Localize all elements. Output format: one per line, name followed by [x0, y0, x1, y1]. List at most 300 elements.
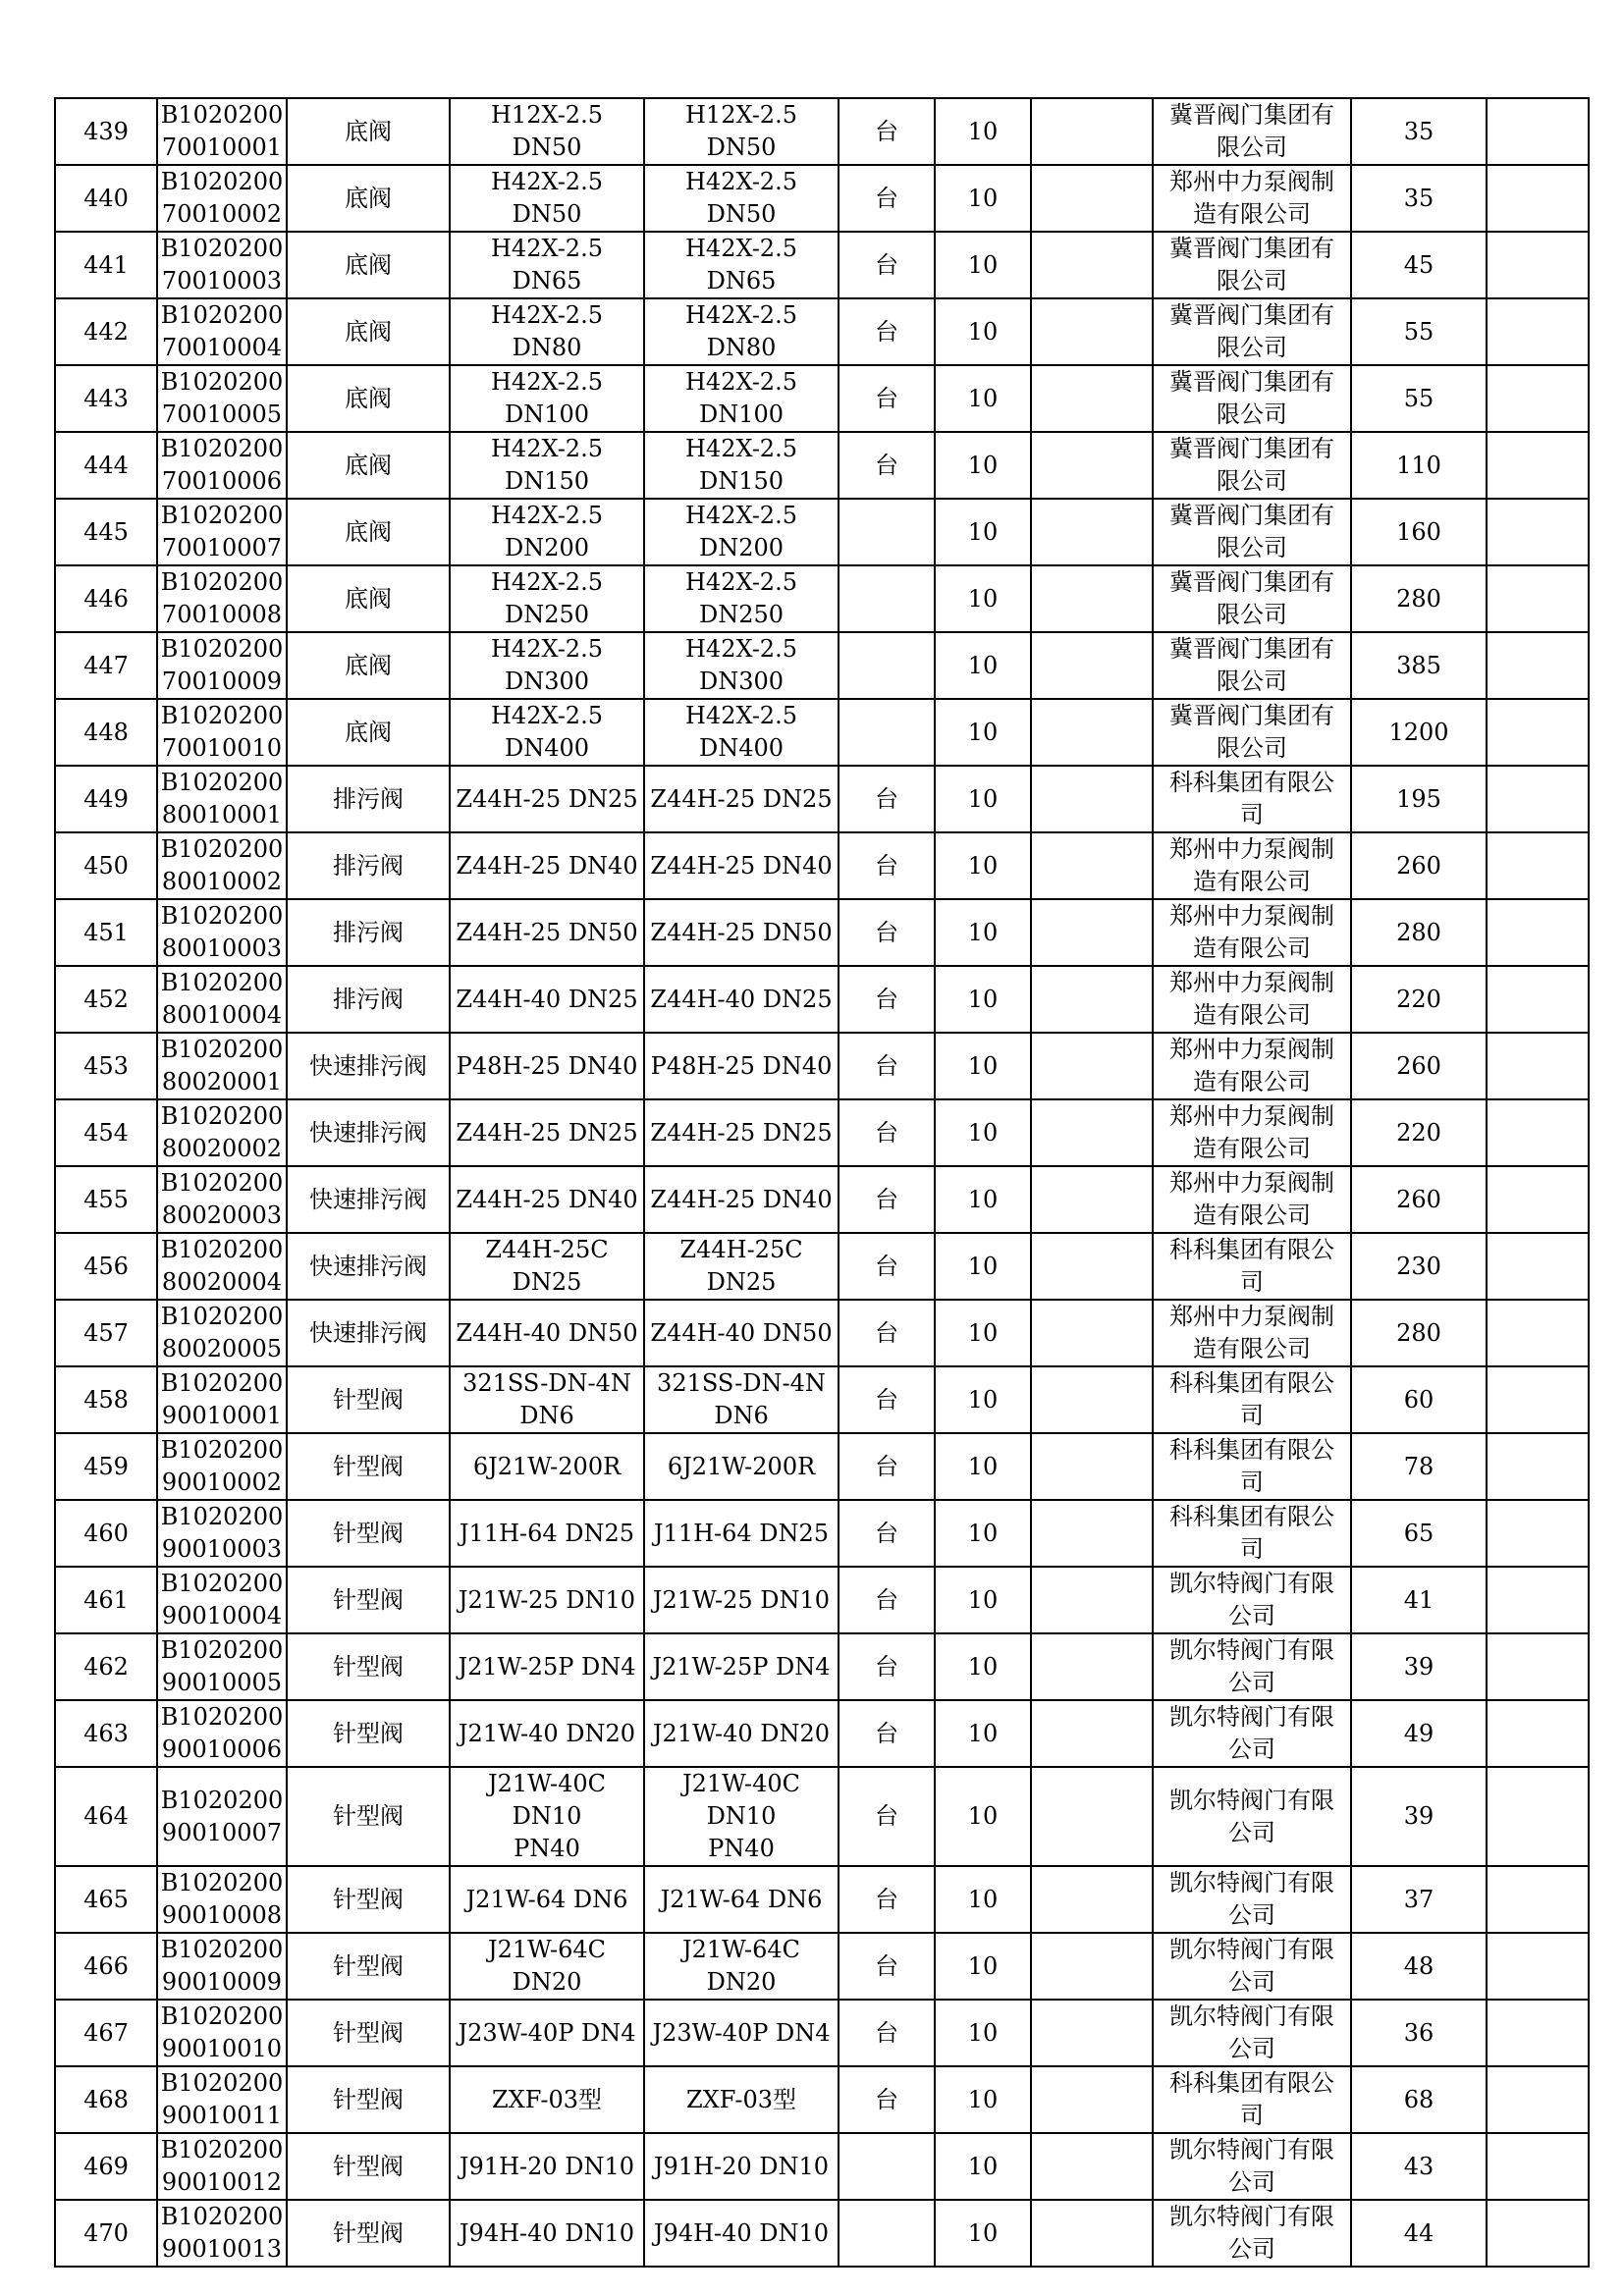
model-line: J21W-40C DN10 [681, 1770, 801, 1830]
remark-cell [1487, 832, 1589, 899]
model-line: Z44H-25 DN40 [650, 851, 833, 880]
unit-cell: 台 [839, 1767, 935, 1866]
quantity-cell: 10 [935, 298, 1031, 365]
model-line: Z44H-40 DN25 [650, 985, 833, 1013]
model-line: Z44H-25 DN40 [650, 1185, 833, 1213]
specification-cell [450, 365, 644, 432]
table-row [55, 2000, 1589, 2066]
quantity-cell: 10 [935, 499, 1031, 565]
model-line: J23W-40P DN4 [652, 2018, 831, 2047]
remark-cell [1487, 1767, 1589, 1866]
material-code-cell [157, 966, 287, 1033]
item-name-cell: 针型阀 [287, 1633, 450, 1700]
supplier-cell [1153, 2133, 1351, 2200]
supplier-line: 郑州中力泵阀制 [1169, 1303, 1334, 1330]
model-line: H42X-2.5 [685, 635, 797, 663]
specification-cell [450, 232, 644, 298]
note-cell [1031, 832, 1153, 899]
remark-cell [1487, 165, 1589, 232]
material-code-cell [157, 565, 287, 632]
supplier-line: 司 [1240, 2102, 1264, 2129]
item-name-cell: 排污阀 [287, 832, 450, 899]
quantity-cell: 10 [935, 2200, 1031, 2267]
price-cell: 35 [1351, 165, 1487, 232]
supplier-line: 公司 [1228, 2035, 1275, 2062]
table-row [55, 1166, 1589, 1233]
model-line: H42X-2.5 [685, 702, 797, 729]
material-code-cell [157, 899, 287, 966]
row-number-cell: 448 [55, 699, 157, 766]
model-cell [644, 1866, 839, 1933]
specification-line: 6J21W-200R [472, 1452, 622, 1480]
unit-cell: 台 [839, 1700, 935, 1767]
note-cell [1031, 1633, 1153, 1700]
item-name-cell: 针型阀 [287, 2000, 450, 2066]
model-cell [644, 2200, 839, 2267]
unit-cell: 台 [839, 766, 935, 832]
specification-line: H42X-2.5 [491, 702, 603, 729]
supplier-line: 造有限公司 [1193, 1335, 1311, 1362]
remark-cell [1487, 1366, 1589, 1433]
specification-line: P48H-25 DN40 [456, 1051, 638, 1080]
material-code-cell [157, 165, 287, 232]
specification-line: J21W-40C DN10 [487, 1770, 607, 1830]
row-number-cell: 442 [55, 298, 157, 365]
material-code-cell [157, 1567, 287, 1633]
specification-line: H42X-2.5 [491, 568, 603, 596]
material-code-line: 90010008 [161, 1901, 283, 1929]
specification-cell [450, 1933, 644, 2000]
supplier-cell [1153, 766, 1351, 832]
material-code-line: B1020200 [160, 902, 284, 930]
specification-line: J21W-40 DN20 [458, 1719, 636, 1747]
price-cell: 230 [1351, 1233, 1487, 1300]
remark-cell [1487, 565, 1589, 632]
row-number-cell: 459 [55, 1433, 157, 1500]
remark-cell [1487, 1933, 1589, 2000]
material-code-line: 90010006 [161, 1735, 283, 1763]
specification-cell [450, 1433, 644, 1500]
table-row [55, 1567, 1589, 1633]
supplier-line: 造有限公司 [1193, 934, 1311, 962]
quantity-cell: 10 [935, 2000, 1031, 2066]
supplier-line: 限公司 [1217, 601, 1287, 628]
price-cell: 48 [1351, 1933, 1487, 2000]
material-code-line: 90010011 [161, 2102, 283, 2129]
note-cell [1031, 1500, 1153, 1567]
row-number-cell: 440 [55, 165, 157, 232]
supplier-line: 造有限公司 [1193, 200, 1311, 228]
price-cell: 68 [1351, 2066, 1487, 2133]
material-code-cell [157, 832, 287, 899]
table-row [55, 1233, 1589, 1300]
row-number-cell: 463 [55, 1700, 157, 1767]
supplier-line: 司 [1240, 1535, 1264, 1563]
model-line: DN200 [698, 534, 785, 561]
unit-cell: 台 [839, 432, 935, 499]
material-code-line: B1020200 [160, 168, 284, 195]
specification-cell [450, 432, 644, 499]
quantity-cell: 10 [935, 899, 1031, 966]
table-row [55, 632, 1589, 699]
specification-line: DN150 [504, 467, 590, 495]
note-cell [1031, 1300, 1153, 1366]
note-cell [1031, 1033, 1153, 1099]
supplier-cell [1153, 1866, 1351, 1933]
supplier-cell [1153, 1433, 1351, 1500]
supplier-line: 郑州中力泵阀制 [1169, 1036, 1334, 1063]
note-cell [1031, 1433, 1153, 1500]
table-row [55, 1933, 1589, 2000]
specification-line: Z44H-25 DN40 [456, 851, 638, 880]
note-cell [1031, 699, 1153, 766]
row-number-cell: 450 [55, 832, 157, 899]
material-code-cell [157, 766, 287, 832]
specification-line: DN400 [504, 734, 590, 762]
unit-cell [839, 632, 935, 699]
unit-cell [839, 565, 935, 632]
model-line: 321SS-DN-4N [657, 1369, 826, 1397]
supplier-line: 司 [1240, 1402, 1264, 1429]
supplier-line: 凯尔特阀门有限 [1169, 1636, 1334, 1664]
price-cell: 260 [1351, 832, 1487, 899]
model-cell [644, 1500, 839, 1567]
supplier-line: 冀晋阀门集团有 [1169, 568, 1334, 596]
note-cell [1031, 1366, 1153, 1433]
item-name-cell: 针型阀 [287, 1700, 450, 1767]
model-cell [644, 1633, 839, 1700]
model-cell [644, 565, 839, 632]
unit-cell: 台 [839, 365, 935, 432]
remark-cell [1487, 1166, 1589, 1233]
remark-cell [1487, 699, 1589, 766]
specification-line: DN6 [519, 1402, 574, 1429]
note-cell [1031, 98, 1153, 165]
table-row [55, 2200, 1589, 2267]
supplier-cell [1153, 98, 1351, 165]
model-cell [644, 232, 839, 298]
model-cell [644, 1099, 839, 1166]
supplier-line: 造有限公司 [1193, 1135, 1311, 1162]
model-cell [644, 766, 839, 832]
table-row [55, 766, 1589, 832]
remark-cell [1487, 766, 1589, 832]
specification-cell [450, 1366, 644, 1433]
material-code-cell [157, 2200, 287, 2267]
material-code-line: B1020200 [160, 835, 284, 863]
item-name-cell: 针型阀 [287, 2066, 450, 2133]
specification-cell [450, 1500, 644, 1567]
supplier-line: 冀晋阀门集团有 [1169, 101, 1334, 129]
supplier-line: 限公司 [1217, 667, 1287, 695]
table-row [55, 1500, 1589, 1567]
material-code-cell [157, 298, 287, 365]
supplier-line: 冀晋阀门集团有 [1169, 235, 1334, 262]
material-code-cell [157, 1033, 287, 1099]
quantity-cell: 10 [935, 1099, 1031, 1166]
supplier-line: 郑州中力泵阀制 [1169, 1102, 1334, 1130]
price-cell: 280 [1351, 565, 1487, 632]
model-cell [644, 632, 839, 699]
material-code-line: B1020200 [160, 1036, 284, 1063]
row-number-cell: 447 [55, 632, 157, 699]
unit-cell [839, 2133, 935, 2200]
material-code-line: B1020200 [160, 1169, 284, 1197]
supplier-line: 郑州中力泵阀制 [1169, 835, 1334, 863]
specification-line: DN100 [504, 400, 590, 428]
remark-cell [1487, 2000, 1589, 2066]
table-row [55, 499, 1589, 565]
model-cell [644, 165, 839, 232]
item-name-cell: 快速排污阀 [287, 1166, 450, 1233]
table-row [55, 1366, 1589, 1433]
unit-cell [839, 699, 935, 766]
row-number-cell: 462 [55, 1633, 157, 1700]
model-line: J21W-25 DN10 [652, 1585, 831, 1614]
quantity-cell: 10 [935, 98, 1031, 165]
supplier-line: 凯尔特阀门有限 [1169, 1936, 1334, 1963]
supplier-line: 凯尔特阀门有限 [1169, 1786, 1334, 1814]
supplier-cell [1153, 2200, 1351, 2267]
price-cell: 260 [1351, 1166, 1487, 1233]
material-code-line: 90010005 [161, 1669, 283, 1696]
item-name-cell: 排污阀 [287, 766, 450, 832]
price-cell: 55 [1351, 365, 1487, 432]
row-number-cell: 469 [55, 2133, 157, 2200]
item-name-cell: 快速排污阀 [287, 1099, 450, 1166]
supplier-line: 公司 [1228, 1669, 1275, 1696]
specification-cell [450, 98, 644, 165]
model-cell [644, 2133, 839, 2200]
model-line: J21W-64 DN6 [660, 1885, 823, 1913]
material-code-line: B1020200 [160, 1786, 284, 1814]
quantity-cell: 10 [935, 1300, 1031, 1366]
supplier-line: 限公司 [1217, 400, 1287, 428]
specification-line: DN250 [504, 601, 590, 628]
model-cell [644, 2066, 839, 2133]
price-cell: 1200 [1351, 699, 1487, 766]
supplier-line: 科科集团有限公 [1169, 1369, 1334, 1397]
model-line: H42X-2.5 [685, 435, 797, 462]
supplier-line: 郑州中力泵阀制 [1169, 168, 1334, 195]
unit-cell: 台 [839, 1099, 935, 1166]
material-code-line: 80020003 [161, 1201, 283, 1229]
material-code-cell [157, 699, 287, 766]
supplier-line: 科科集团有限公 [1169, 1436, 1334, 1464]
model-cell [644, 1933, 839, 2000]
price-cell: 195 [1351, 766, 1487, 832]
remark-cell [1487, 1633, 1589, 1700]
material-code-cell [157, 1300, 287, 1366]
note-cell [1031, 499, 1153, 565]
unit-cell: 台 [839, 298, 935, 365]
note-cell [1031, 432, 1153, 499]
material-code-cell [157, 2133, 287, 2200]
quantity-cell: 10 [935, 565, 1031, 632]
remark-cell [1487, 365, 1589, 432]
item-name-cell: 针型阀 [287, 1366, 450, 1433]
specification-cell [450, 1567, 644, 1633]
model-cell [644, 1300, 839, 1366]
remark-cell [1487, 1033, 1589, 1099]
row-number-cell: 443 [55, 365, 157, 432]
model-cell [644, 1433, 839, 1500]
item-name-cell: 底阀 [287, 499, 450, 565]
supplier-cell [1153, 966, 1351, 1033]
row-number-cell: 439 [55, 98, 157, 165]
model-line: DN400 [698, 734, 785, 762]
table-row [55, 165, 1589, 232]
supplier-line: 公司 [1228, 2168, 1275, 2196]
supplier-cell [1153, 365, 1351, 432]
material-code-line: B1020200 [160, 2203, 284, 2230]
price-cell: 160 [1351, 499, 1487, 565]
unit-cell: 台 [839, 966, 935, 1033]
specification-line: J11H-64 DN25 [459, 1519, 635, 1547]
item-name-cell: 排污阀 [287, 966, 450, 1033]
specification-line: ZXF-03型 [492, 2085, 602, 2113]
quantity-cell: 10 [935, 766, 1031, 832]
specification-cell [450, 565, 644, 632]
row-number-cell: 460 [55, 1500, 157, 1567]
table-row [55, 699, 1589, 766]
material-code-line: B1020200 [160, 1936, 284, 1963]
supplier-cell [1153, 2066, 1351, 2133]
remark-cell [1487, 1233, 1589, 1300]
model-line: ZXF-03型 [686, 2085, 796, 2113]
material-code-line: 80010002 [161, 868, 283, 895]
model-line: J94H-40 DN10 [653, 2218, 830, 2247]
supplier-cell [1153, 232, 1351, 298]
material-code-line: 70010009 [161, 667, 283, 695]
row-number-cell: 458 [55, 1366, 157, 1433]
material-code-line: B1020200 [160, 1436, 284, 1464]
supplier-line: 凯尔特阀门有限 [1169, 2002, 1334, 2030]
note-cell [1031, 2066, 1153, 2133]
model-line: P48H-25 DN40 [650, 1051, 833, 1080]
item-name-cell: 底阀 [287, 232, 450, 298]
material-code-line: B1020200 [160, 635, 284, 663]
item-name-cell: 底阀 [287, 632, 450, 699]
price-cell: 45 [1351, 232, 1487, 298]
material-code-line: 80020001 [161, 1068, 283, 1095]
supplier-line: 公司 [1228, 1901, 1275, 1929]
row-number-cell: 464 [55, 1767, 157, 1866]
supplier-line: 公司 [1228, 1735, 1275, 1763]
model-cell [644, 365, 839, 432]
material-code-cell [157, 1233, 287, 1300]
model-line: PN40 [708, 1835, 775, 1862]
row-number-cell: 445 [55, 499, 157, 565]
supplier-cell [1153, 1099, 1351, 1166]
material-code-line: B1020200 [160, 435, 284, 462]
model-line: DN250 [698, 601, 785, 628]
row-number-cell: 470 [55, 2200, 157, 2267]
price-cell: 60 [1351, 1366, 1487, 1433]
supplier-line: 公司 [1228, 1968, 1275, 1996]
model-cell [644, 1033, 839, 1099]
quantity-cell: 10 [935, 1567, 1031, 1633]
table-row [55, 565, 1589, 632]
row-number-cell: 453 [55, 1033, 157, 1099]
supplier-line: 冀晋阀门集团有 [1169, 702, 1334, 729]
model-cell [644, 1366, 839, 1433]
price-cell: 37 [1351, 1866, 1487, 1933]
material-code-cell [157, 632, 287, 699]
supplier-line: 冀晋阀门集团有 [1169, 635, 1334, 663]
specification-cell [450, 2000, 644, 2066]
model-cell [644, 1767, 839, 1866]
material-code-line: B1020200 [160, 235, 284, 262]
supplier-cell [1153, 832, 1351, 899]
supplier-line: 科科集团有限公 [1169, 1503, 1334, 1530]
unit-cell: 台 [839, 1166, 935, 1233]
unit-cell: 台 [839, 1933, 935, 2000]
material-code-line: 80010004 [161, 1001, 283, 1029]
remark-cell [1487, 1500, 1589, 1567]
model-line: DN300 [698, 667, 785, 695]
specification-line: DN200 [504, 534, 590, 561]
material-code-line: 70010008 [161, 601, 283, 628]
item-name-cell: 底阀 [287, 98, 450, 165]
price-cell: 43 [1351, 2133, 1487, 2200]
unit-cell: 台 [839, 1866, 935, 1933]
price-cell: 44 [1351, 2200, 1487, 2267]
supplier-line: 公司 [1228, 1818, 1275, 1846]
supplier-line: 公司 [1228, 2235, 1275, 2263]
specification-cell [450, 632, 644, 699]
specification-cell [450, 766, 644, 832]
supplier-line: 凯尔特阀门有限 [1169, 1703, 1334, 1731]
supplier-cell [1153, 1933, 1351, 2000]
price-cell: 65 [1351, 1500, 1487, 1567]
specification-cell [450, 1633, 644, 1700]
price-cell: 280 [1351, 1300, 1487, 1366]
item-name-cell: 快速排污阀 [287, 1033, 450, 1099]
note-cell [1031, 2000, 1153, 2066]
table-row [55, 966, 1589, 1033]
quantity-cell: 10 [935, 1700, 1031, 1767]
quantity-cell: 10 [935, 832, 1031, 899]
supplier-line: 限公司 [1217, 267, 1287, 294]
quantity-cell: 10 [935, 1033, 1031, 1099]
item-name-cell: 针型阀 [287, 2133, 450, 2200]
material-code-line: B1020200 [160, 368, 284, 396]
table-row [55, 365, 1589, 432]
material-code-line: 70010001 [161, 133, 283, 161]
material-code-line: B1020200 [160, 1102, 284, 1130]
supplier-line: 造有限公司 [1193, 1068, 1311, 1095]
material-code-cell [157, 1166, 287, 1233]
item-name-cell: 针型阀 [287, 1433, 450, 1500]
row-number-cell: 449 [55, 766, 157, 832]
specification-line: Z44H-25 DN50 [456, 918, 638, 946]
table-row [55, 1866, 1589, 1933]
quantity-cell: 10 [935, 1866, 1031, 1933]
material-code-line: B1020200 [160, 1570, 284, 1597]
quantity-cell: 10 [935, 632, 1031, 699]
quantity-cell: 10 [935, 699, 1031, 766]
price-cell: 36 [1351, 2000, 1487, 2066]
supplier-line: 造有限公司 [1193, 1001, 1311, 1029]
material-code-line: 90010004 [161, 1602, 283, 1629]
supplier-cell [1153, 1500, 1351, 1567]
remark-cell [1487, 1567, 1589, 1633]
supplier-line: 凯尔特阀门有限 [1169, 2136, 1334, 2163]
model-line: H12X-2.5 DN50 [685, 101, 797, 161]
quantity-cell: 10 [935, 165, 1031, 232]
row-number-cell: 461 [55, 1567, 157, 1633]
